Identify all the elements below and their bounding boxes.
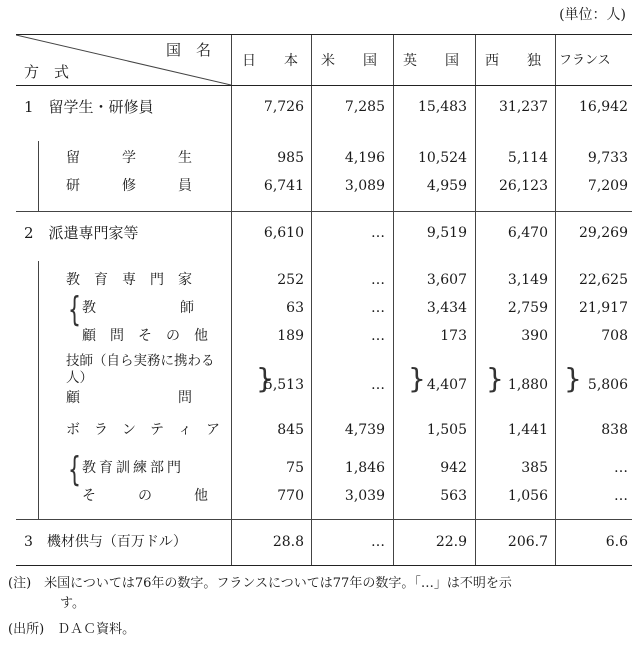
corner-header-method: 方 式 [24, 63, 70, 81]
cell-japan: 5,513 [263, 377, 304, 393]
right-brace: } [564, 362, 582, 395]
row-label: 顧 問 そ の 他 [82, 328, 208, 344]
row-label: 1 留学生・研修員 [24, 98, 154, 116]
cell-japan: 189 [277, 328, 304, 344]
cell-west-germany: 5,114 [507, 150, 548, 166]
row-label-secondary: 顧 問 [66, 390, 192, 406]
cell-france: 6.6 [605, 534, 628, 550]
cell-usa: … [371, 377, 385, 393]
corner-header-country: 国 名 [166, 41, 212, 59]
cell-japan: 985 [277, 150, 304, 166]
cell-usa: … [371, 300, 385, 316]
row-label: 教 育 専 門 家 [66, 272, 192, 288]
cell-uk: 1,505 [426, 422, 467, 438]
cell-uk: 4,959 [426, 178, 467, 194]
unit-label: (単位：人) [559, 7, 626, 23]
cell-france: 21,917 [579, 300, 628, 316]
cell-usa: 7,285 [344, 99, 385, 115]
row-label: 教育訓練部門 [82, 460, 184, 476]
cell-japan: 75 [286, 460, 304, 476]
cell-usa: 3,039 [344, 488, 385, 504]
header-divider [16, 85, 632, 86]
cell-west-germany: 6,470 [507, 225, 548, 241]
cell-usa: … [371, 225, 385, 241]
cell-usa: … [371, 272, 385, 288]
row-label: ボ ラ ン テ ィ ア [66, 422, 220, 438]
cell-france: … [614, 488, 628, 504]
cell-uk: 10,524 [418, 150, 467, 166]
cell-japan: 63 [286, 300, 304, 316]
row-label: 研 修 員 [66, 178, 192, 194]
cell-west-germany: 2,759 [507, 300, 548, 316]
cell-france: 5,806 [587, 377, 628, 393]
section-divider [16, 519, 632, 520]
cell-west-germany: 1,056 [507, 488, 548, 504]
cell-usa: 4,739 [344, 422, 385, 438]
cell-japan: 845 [277, 422, 304, 438]
cell-uk: 15,483 [418, 99, 467, 115]
group-indent-line [38, 141, 39, 211]
cell-west-germany: 206.7 [507, 534, 548, 550]
cell-uk: 942 [440, 460, 467, 476]
row-label: 3 機材供与（百万ドル） [24, 534, 187, 550]
cell-france: 708 [601, 328, 628, 344]
cell-usa: 3,089 [344, 178, 385, 194]
cell-france: 9,733 [587, 150, 628, 166]
col-header-france: フランス [559, 53, 611, 68]
row-label: 技師（自ら実務に携わる人） [66, 353, 215, 386]
cell-west-germany: 390 [521, 328, 548, 344]
cell-usa: 4,196 [344, 150, 385, 166]
cell-west-germany: 3,149 [507, 272, 548, 288]
cell-japan: 28.8 [272, 534, 304, 550]
row-label: 留 学 生 [66, 150, 192, 166]
cell-japan: 6,610 [263, 225, 304, 241]
col-header-japan: 日 本 [242, 53, 298, 69]
cell-france: … [614, 460, 628, 476]
row-label: 2 派遣専門家等 [24, 224, 139, 242]
right-brace: } [408, 362, 426, 395]
cell-west-germany: 385 [521, 460, 548, 476]
cell-west-germany: 26,123 [499, 178, 548, 194]
group-indent-line [38, 261, 39, 519]
right-brace: } [486, 362, 504, 395]
left-brace: { [68, 450, 81, 490]
cell-uk: 9,519 [426, 225, 467, 241]
cell-france: 7,209 [587, 178, 628, 194]
footnote-line-1: (注) 米国については76年の数字。フランスについては77年の数字。「…」は不明を示 [8, 576, 512, 591]
cell-uk: 563 [440, 488, 467, 504]
cell-uk: 173 [440, 328, 467, 344]
cell-japan: 7,726 [263, 99, 304, 115]
cell-japan: 770 [277, 488, 304, 504]
cell-france: 838 [601, 422, 628, 438]
cell-west-germany: 1,880 [507, 377, 548, 393]
section-divider [16, 211, 632, 212]
left-brace: { [68, 290, 81, 330]
cell-uk: 4,407 [426, 377, 467, 393]
cell-uk: 3,434 [426, 300, 467, 316]
cell-uk: 3,607 [426, 272, 467, 288]
row-label: 教 師 [82, 300, 194, 316]
cell-west-germany: 31,237 [499, 99, 548, 115]
right-brace: } [256, 362, 274, 395]
cell-france: 16,942 [579, 99, 628, 115]
source-note: (出所) ＤＡＣ資料。 [8, 622, 136, 637]
cell-west-germany: 1,441 [507, 422, 548, 438]
footnote-line-2: す。 [60, 596, 85, 611]
cell-uk: 22.9 [435, 534, 467, 550]
row-label: そ の 他 [82, 488, 208, 504]
col-header-uk: 英 国 [403, 53, 459, 69]
cell-japan: 252 [277, 272, 304, 288]
cell-france: 29,269 [579, 225, 628, 241]
col-header-usa: 米 国 [321, 53, 377, 69]
col-header-west-germany: 西 独 [485, 53, 541, 69]
data-table [16, 34, 632, 566]
cell-usa: … [371, 534, 385, 550]
cell-japan: 6,741 [263, 178, 304, 194]
cell-france: 22,625 [579, 272, 628, 288]
cell-usa: 1,846 [344, 460, 385, 476]
cell-usa: … [371, 328, 385, 344]
